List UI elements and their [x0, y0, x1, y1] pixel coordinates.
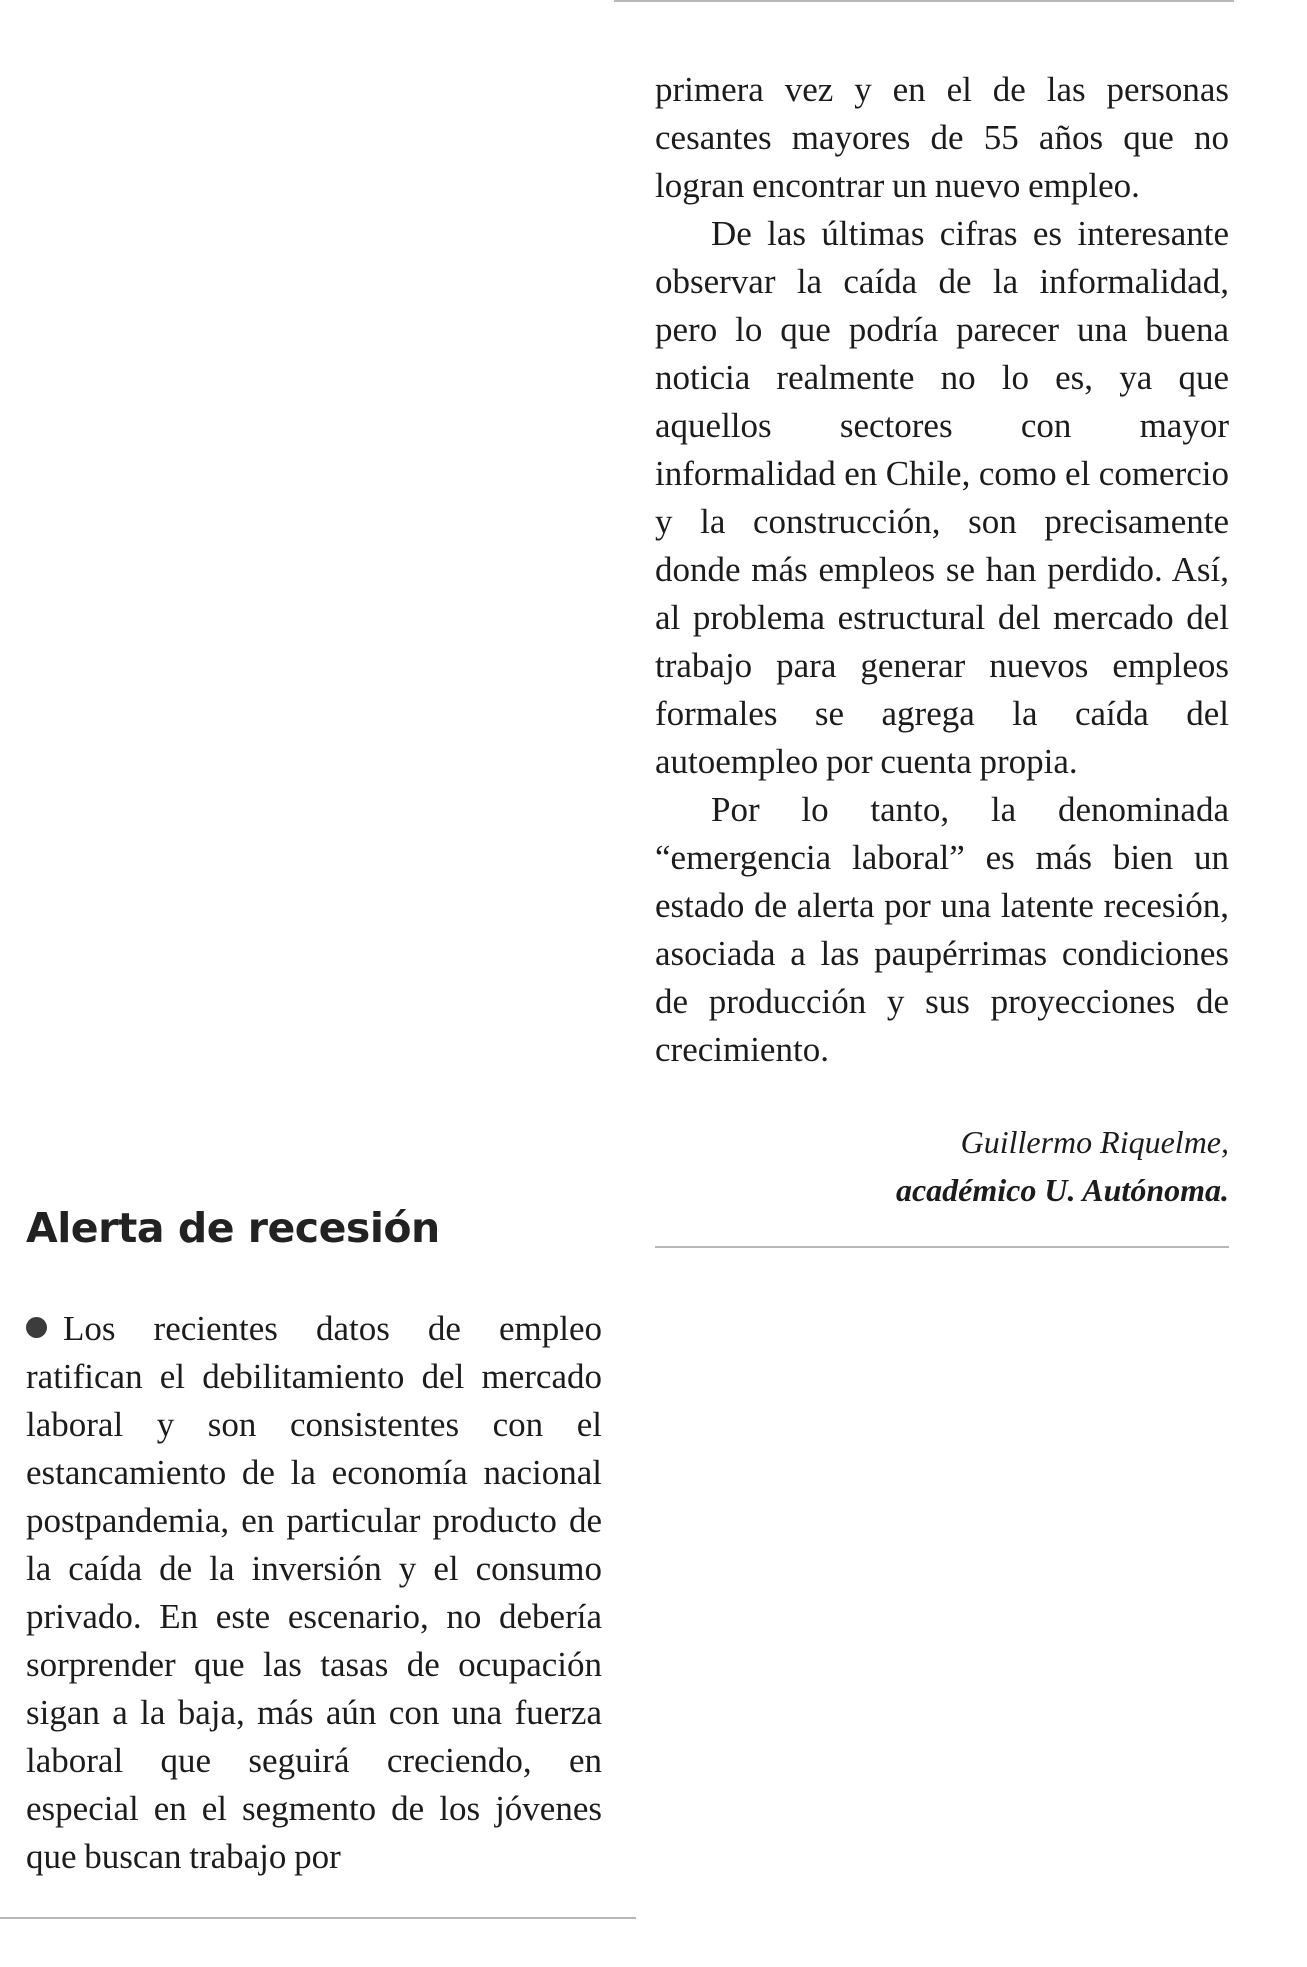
author-affiliation: académico U. Autónoma.: [895, 1172, 1229, 1208]
signature-divider: [655, 1246, 1229, 1248]
bullet-icon: [26, 1317, 47, 1338]
section-headline: Alerta de recesión: [26, 1204, 440, 1252]
paragraph-emergencia: Por lo tanto, la denominada “emergencia laboral” es más bien un estado de alerta por una latente recesión, asociada a las paupérrimas condiciones de producción y sus proyecciones de crecimiento.: [655, 790, 1229, 1069]
right-column: [655, 66, 1229, 1074]
left-column: [26, 1305, 602, 1881]
bottom-divider: [0, 1917, 636, 1919]
top-divider: [614, 0, 1234, 2]
continuation-paragraph: primera vez y en el de las personas cesantes mayores de 55 años que no logran encontrar un nuevo empleo.: [655, 70, 1229, 205]
recession-paragraph: [26, 1305, 602, 1881]
paragraph-informalidad: De las últimas cifras es interesante observar la caída de la informalidad, pero lo que podría parecer una buena noticia realmente no lo es, ya que aquellos sectores con mayor informalidad en Chile, como el comercio y la construcción, son precisamente donde más empleos se han perdido. Así, al problema estructural del mercado del trabajo para generar nuevos empleos formales se agrega la caída del autoempleo por cuenta propia.: [655, 214, 1229, 781]
author-signature: [655, 1118, 1229, 1214]
recession-paragraph-text: Los recientes datos de empleo ratifican el debilitamiento del mercado laboral y son consistentes con el estancamiento de la economía nacional postpandemia, en particular producto de la caída de la inversión y el consumo privado. En este escenario, no debería sorprender que las tasas de ocupación sigan a la baja, más aún con una fuerza laboral que seguirá creciendo, en especial en el segmento de los jóvenes que buscan trabajo por: [26, 1309, 602, 1876]
author-name: Guillermo Riquelme,: [960, 1124, 1229, 1160]
